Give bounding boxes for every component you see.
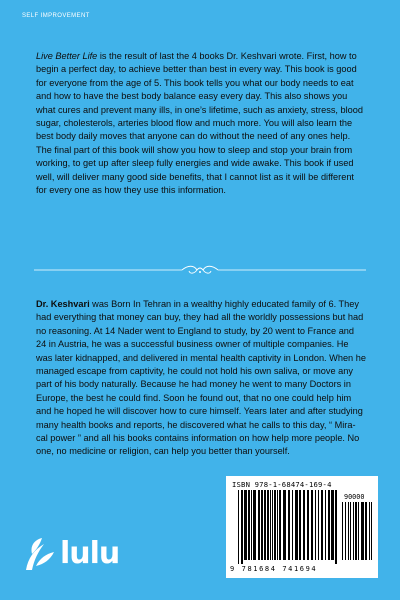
barcode-bar	[353, 502, 354, 560]
author-name: Dr. Keshvari	[36, 299, 90, 309]
ornamental-divider	[34, 264, 366, 276]
ean-barcode-bars	[238, 490, 338, 564]
barcode-bar	[350, 502, 351, 560]
barcode-bar	[288, 490, 290, 560]
barcode-bar	[318, 490, 319, 560]
barcode-bar	[238, 490, 239, 564]
barcode-bar	[267, 490, 269, 560]
isbn-barcode	[226, 476, 378, 578]
barcode-bar	[251, 490, 252, 560]
barcode-bar	[253, 490, 256, 560]
barcode-bar	[335, 490, 337, 564]
barcode-bar	[261, 490, 263, 560]
barcode-bar	[355, 502, 357, 560]
barcode-bar	[270, 490, 271, 560]
barcode-bar	[358, 502, 359, 560]
barcode-bar	[321, 490, 323, 560]
book-title: Live Better Life	[36, 51, 98, 61]
barcode-bar	[328, 490, 330, 560]
publisher-logo	[22, 534, 142, 574]
author-biography	[36, 298, 366, 459]
barcode-bar	[303, 490, 305, 560]
barcode-bar	[258, 490, 260, 560]
barcode-bar	[315, 490, 316, 560]
price-addon-number: 90000	[344, 493, 365, 501]
barcode-bar	[369, 502, 370, 560]
barcode-bar	[342, 502, 343, 560]
barcode-bar	[325, 490, 326, 560]
barcode-bar	[307, 490, 309, 560]
ean-number: 9 781684 741694	[230, 565, 318, 573]
author-biography-text: was Born In Tehran in a wealthy highly educated family of 6. They had everything that money can buy, they had all the worldly possessions but had no reasoning. At 14 Nader went to England to study, by 20 went to France and 24 in Austria, he was a successful business owner of multiple companies. He was later kidnapped, and delivered in mental health captivity in London. When he managed escape from captivity, he could not hold his own saliva, or move any part of his body naturally. Because he had money he went to many Doctors in Europe, the best he could find. Soon he found out, that no one could help him and he hoped he will discover how to cure himself. Years later and after studying many health books and reports, he discovered what he calls to this day, “ Mira-cal power ” and all his books contains information on how help more people. No one, no medicine or religion, can help you better than yourself.	[36, 299, 366, 457]
addon-barcode-bars	[342, 502, 374, 562]
barcode-bar	[345, 502, 346, 560]
barcode-bar	[279, 490, 281, 560]
barcode-bar	[274, 490, 276, 560]
barcode-bar	[299, 490, 301, 560]
spine-category-label: SELF IMPROVEMENT	[22, 13, 90, 19]
book-description	[36, 50, 366, 197]
barcode-bar	[361, 502, 364, 560]
barcode-bar	[292, 490, 293, 560]
barcode-bar	[295, 490, 298, 560]
barcode-bar	[272, 490, 273, 560]
barcode-bar	[244, 490, 247, 560]
barcode-bar	[371, 502, 372, 560]
book-description-text: is the result of last the 4 books Dr. Keshvari wrote. First, how to begin a perfect day, to achieve better than best in every way. This book is good for everyone from the age of 5. This book tells you what our body needs to eat and how to have the best body balance easy every day. This also shows you what cures and prevent many ills, in one’s lifetime, such as anxiety, stress, blood sugar, cholesterols, arteries blood flow and much more. You will also learn the best body daily moves that anyone can do without the need of any ones help. The final part of this book will show you how to sleep and stop your brain from working, to get up after sleep fully energies and wide awake. This book if used well, will deliver many good side benefits, that I cannot list as it will be different for every one as how they use this information.	[36, 51, 363, 196]
barcode-bar	[331, 490, 334, 560]
barcode-bar	[277, 490, 278, 560]
barcode-bar	[348, 502, 349, 560]
isbn-number: ISBN 978-1-68474-169-4	[232, 480, 332, 489]
barcode-bar	[311, 490, 313, 560]
barcode-bar	[283, 490, 286, 560]
barcode-bar	[264, 490, 266, 560]
barcode-bar	[248, 490, 250, 560]
publisher-logo-wordmark: lulu	[60, 536, 120, 571]
barcode-bar	[365, 502, 367, 560]
lulu-leaf-icon	[22, 536, 56, 572]
barcode-bar	[241, 490, 243, 564]
